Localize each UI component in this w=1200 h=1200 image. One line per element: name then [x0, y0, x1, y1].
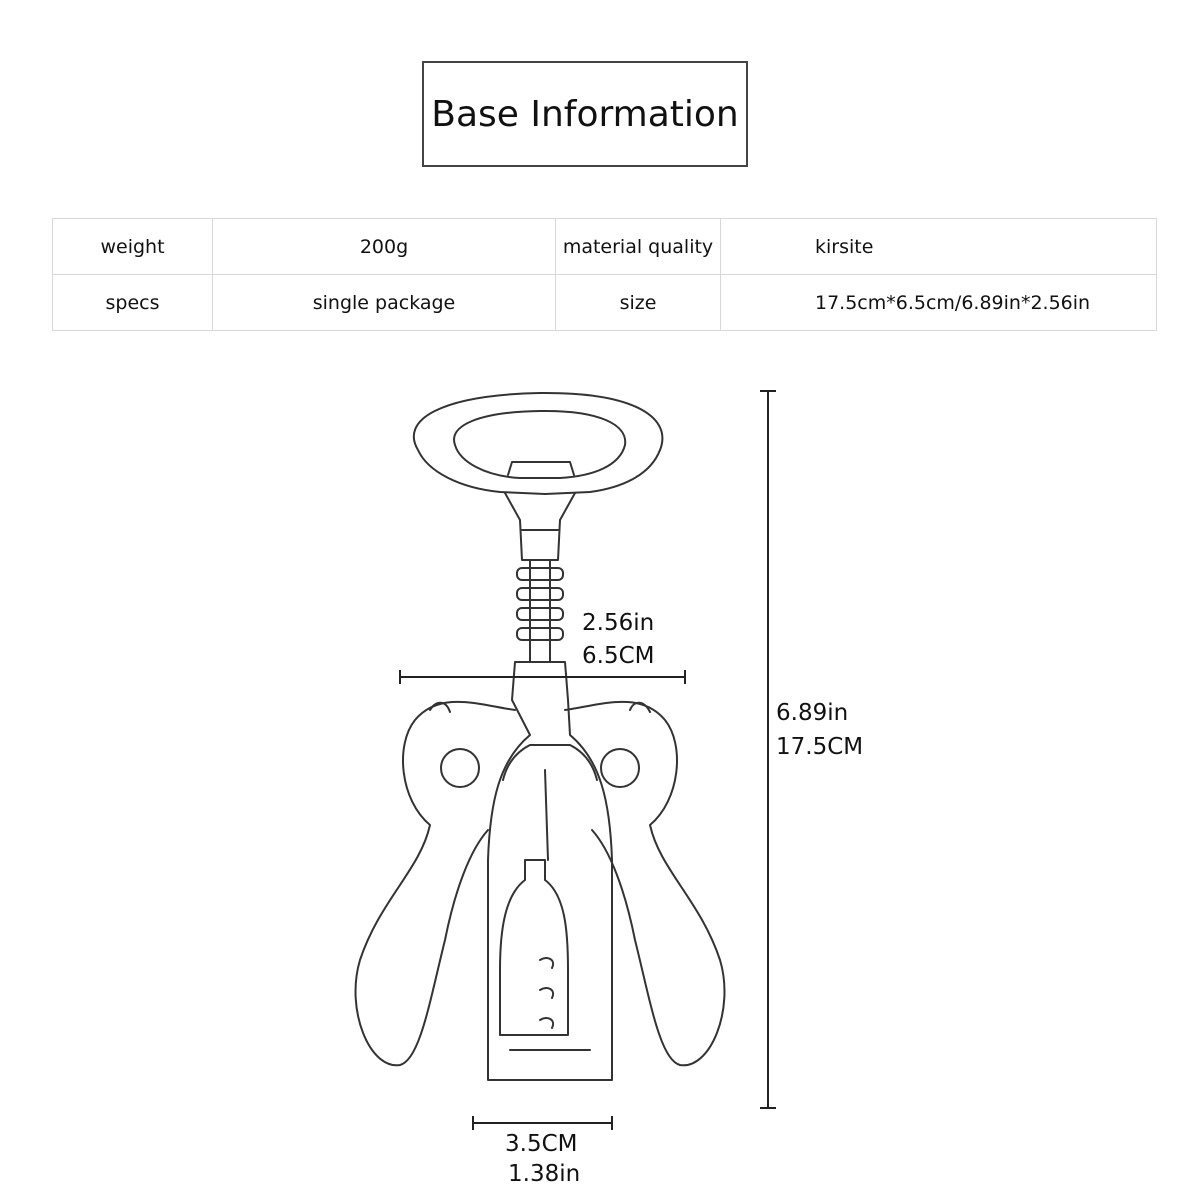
material-label: material quality — [556, 219, 721, 275]
weight-value: 200g — [213, 219, 556, 275]
height-cm-label: 17.5CM — [776, 734, 864, 760]
height-inches-label: 6.89in — [776, 700, 849, 726]
base-inches-label: 1.38in — [508, 1161, 581, 1187]
specs-value: single package — [213, 275, 556, 331]
width-cm-label: 6.5CM — [582, 643, 655, 669]
size-label: size — [556, 275, 721, 331]
size-value: 17.5cm*6.5cm/6.89in*2.56in — [721, 275, 1157, 331]
base-cm-label: 3.5CM — [505, 1131, 578, 1157]
material-value: kirsite — [721, 219, 1157, 275]
specs-label: specs — [53, 275, 213, 331]
width-inches-label: 2.56in — [582, 610, 655, 636]
page-title: Base Information — [422, 61, 748, 167]
weight-label: weight — [53, 219, 213, 275]
